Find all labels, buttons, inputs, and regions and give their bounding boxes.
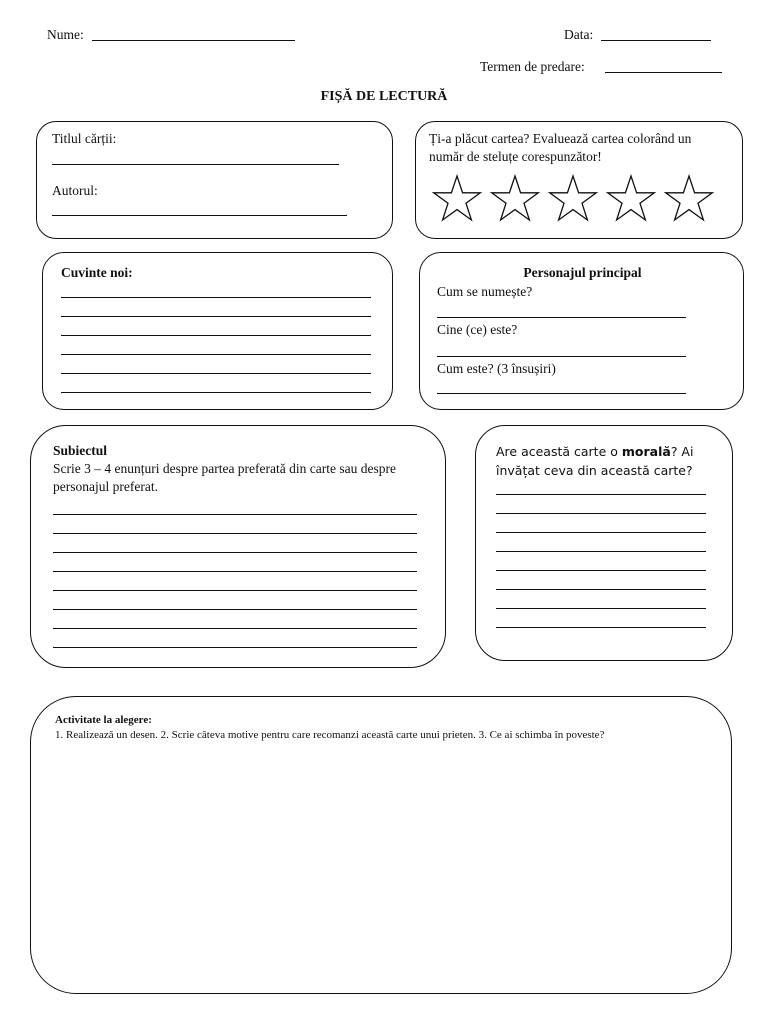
book-title-label: Titlul cărții:: [52, 131, 117, 146]
new-words-line[interactable]: [61, 373, 371, 374]
star-5-icon[interactable]: [666, 176, 713, 220]
activity-instruction: 1. Realizează un desen. 2. Scrie câteva motive pentru care recomanzi această carte unui prieten. 3. Ce ai schimba în poveste?: [55, 729, 605, 741]
rating-prompt: Ți-a plăcut cartea? Evaluează cartea colorând un număr de steluțe corespunzător!: [429, 131, 692, 164]
character-traits-field[interactable]: [437, 393, 686, 394]
moral-box: [475, 425, 733, 661]
book-title-field[interactable]: [52, 164, 339, 165]
character-role-field[interactable]: [437, 356, 686, 357]
date-field[interactable]: [601, 40, 711, 41]
moral-line[interactable]: [496, 551, 706, 552]
character-name-question: Cum se numește?: [437, 284, 533, 299]
activity-heading: Activitate la alegere:: [55, 714, 152, 726]
deadline-label: Termen de predare:: [480, 59, 585, 74]
subject-line[interactable]: [53, 609, 417, 610]
subject-line[interactable]: [53, 571, 417, 572]
moral-line[interactable]: [496, 589, 706, 590]
character-traits-question: Cum este? (3 însușiri): [437, 361, 556, 376]
moral-line[interactable]: [496, 513, 706, 514]
book-info-box: [36, 121, 393, 239]
new-words-label: Cuvinte noi:: [61, 265, 133, 280]
character-role-question: Cine (ce) este?: [437, 322, 518, 337]
date-label: Data:: [564, 27, 594, 42]
moral-line[interactable]: [496, 532, 706, 533]
author-label: Autorul:: [52, 183, 98, 198]
subject-line[interactable]: [53, 514, 417, 515]
subject-line[interactable]: [53, 533, 417, 534]
moral-line[interactable]: [496, 627, 706, 628]
star-1-icon[interactable]: [434, 176, 481, 220]
rating-box: [415, 121, 743, 239]
star-rating[interactable]: [432, 174, 722, 224]
subject-box: [30, 425, 446, 668]
deadline-field[interactable]: [605, 72, 722, 73]
activity-box[interactable]: [30, 696, 732, 994]
name-field[interactable]: [92, 40, 295, 41]
new-words-line[interactable]: [61, 297, 371, 298]
page-title: FIȘĂ DE LECTURĂ: [320, 89, 448, 104]
main-character-heading: Personajul principal: [523, 265, 642, 280]
subject-instruction: Scrie 3 – 4 enunțuri despre partea preferată din carte sau despre personajul preferat.: [53, 461, 396, 494]
main-character-box: [419, 252, 744, 410]
moral-line[interactable]: [496, 494, 706, 495]
name-label: Nume:: [47, 27, 84, 42]
subject-line[interactable]: [53, 552, 417, 553]
author-field[interactable]: [52, 215, 347, 216]
subject-heading: Subiectul: [53, 443, 108, 458]
subject-line[interactable]: [53, 628, 417, 629]
moral-line[interactable]: [496, 608, 706, 609]
new-words-line[interactable]: [61, 335, 371, 336]
character-name-field[interactable]: [437, 317, 686, 318]
moral-question: Are această carte o morală? Ai învățat ceva din această carte?: [496, 444, 694, 478]
subject-line[interactable]: [53, 590, 417, 591]
new-words-line[interactable]: [61, 392, 371, 393]
subject-line[interactable]: [53, 647, 417, 648]
star-3-icon[interactable]: [550, 176, 597, 220]
new-words-line[interactable]: [61, 354, 371, 355]
star-2-icon[interactable]: [492, 176, 539, 220]
new-words-box: [42, 252, 393, 410]
moral-line[interactable]: [496, 570, 706, 571]
star-4-icon[interactable]: [608, 176, 655, 220]
new-words-line[interactable]: [61, 316, 371, 317]
